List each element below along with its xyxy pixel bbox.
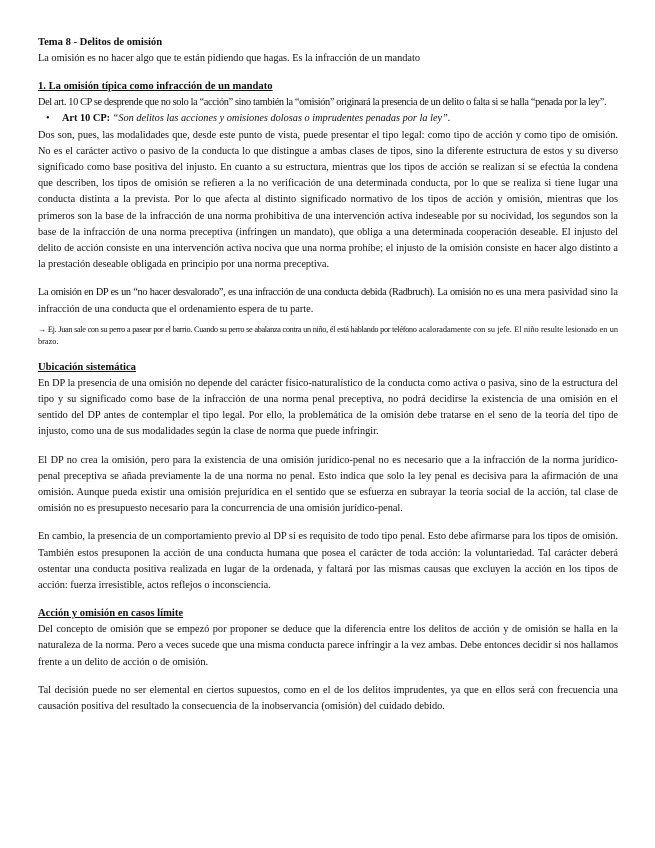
paragraph-modalidades: Dos son, pues, las modalidades que, desde este punto de vista, puede presentar el tipo legal: como tipo de acción y como tipo de omisión. No es el carácter activo o pasivo de la conducta lo que distingue a ambas clases de tipos, sino la diferente estructura de estos y su diverso significado como base positiva del injusto. En cuanto a su estructura, mientras que los tipos de acción se realizan si se efectúa la condena que describen, los tipos de omisión se refieren a la no verificación de una determinada conducta, por lo que se realiza si tiene lugar una conducta distinta a la prevista. Por lo que afecta al distinto significado normativo de los tipos de acción y omisión, mientras que los primeros son la base de la infracción de una norma prohibitiva de una intervención activa indeseable por su nocividad, los segundos son la base de la infracción de una norma preceptiva (infringen un mandato), que obliga a una determinada cooperación deseable. El injusto del delito de acción consiste en una intervención activa nociva que una norma prohíbe; el injusto de la omisión consiste en hacer algo distinto a la prestación deseable obligada en principio por una norma preceptiva.	[38, 129, 618, 271]
example-part-1: → Ej. Juan sale con su perro a pasear por el barrio. Cuando su perro se abalanza contra un niño, él está hablando por teléfono	[38, 324, 417, 334]
example-part-2: acaloradamente con su jefe. El niño resulte lesionado en un brazo.	[38, 324, 619, 346]
paragraph-casos-limite-1: Del concepto de omisión que se empezó por proponer se deduce que la diferencia entre los delitos de acción y de omisión se halla en la naturaleza de la norma. Pero a veces sucede que una misma conducta parece infringir a la vez ambas. Debe entonces decidir si nos hallamos frente a un delito de acción o de omisión.	[38, 624, 618, 668]
section-heading-ubicacion: Ubicación sistemática	[38, 361, 136, 373]
paragraph-ubicacion-3: En cambio, la presencia de un comportamiento previo al DP sí es requisito de todo tipo penal. Esto debe afirmarse para los tipos de omisión. También estos presuponen la acción de una conducta humana que posea el carácter de toda acción: la voluntariedad. Tal carácter deberá ostentar una conducta positiva realizada en lugar de la ordenada, y faltará por las mismas causas que excluyen la acción en los tipos de acción: fuerza irresistible, actos reflejos o inconsciencia.	[38, 531, 618, 592]
bullet-art10	[38, 111, 618, 127]
section-heading-omision-tipica: 1. La omisión típica como infracción de un mandato	[38, 81, 273, 93]
document-title: Tema 8 - Delitos de omisión	[38, 37, 163, 48]
document-body	[38, 35, 618, 715]
section-heading-casos-limite: Acción y omisión en casos límite	[38, 608, 184, 620]
radbruch-line-1: La omisión en DP es un “no hacer desvalorado”, es una infracción de una conducta debida (Radbruch). La omisión no es	[38, 287, 504, 299]
bullet-label: Art 10 CP:	[62, 113, 111, 125]
paragraph-art10: Del art. 10 CP se desprende que no solo la “acción” sino también la “omisión” originará la presencia de un delito o falta si se halla “penada por la ley”.	[38, 97, 607, 109]
bullet-dot: •	[46, 113, 50, 125]
paragraph-ubicacion-1: En DP la presencia de una omisión no depende del carácter físico-naturalístico de la conducta como activa o pasiva, sino de la estructura del tipo y su significado como base de la infracción de una norma penal preceptiva, no podrá decidirse la existencia de una omisión en el sentido del DP antes de contemplar el tipo legal. Por ello, la problemática de la omisión debe tratarse en el seno de la teoría del tipo de injusto, como una de sus modalidades según la clase de norma que puede infringir.	[38, 377, 618, 438]
paragraph-radbruch	[38, 285, 618, 317]
paragraph-ubicacion-2: El DP no crea la omisión, pero para la existencia de una omisión jurídico-penal no es necesario que a la infracción de la norma jurídico-penal preceptiva se añada previamente la de una norma no penal. Esto indica que solo la ley penal es decisiva para la afirmación de una omisión. Aunque pueda existir una omisión prejurídica en el sentido que se esfuerza en subrayar la teoría social de la acción, tal clase de omisión no es presupuesto necesario para la concurrencia de una omisión jurídico-penal.	[38, 454, 618, 515]
paragraph-casos-limite-2: Tal decisión puede no ser elemental en ciertos supuestos, como en el de los delitos imprudentes, ya que en ellos será con frecuencia una causación positiva del resultado la consecuencia de la inobservancia (omisión) del cuidado debido.	[38, 684, 618, 713]
intro-paragraph: La omisión es no hacer algo que te están pidiendo que hagas. Es la infracción de un mandato	[38, 53, 421, 64]
example-paragraph	[38, 324, 618, 348]
radbruch-line-2: una mera pasividad sino la infracción de una conducta que el ordenamiento espera de tu parte.	[38, 287, 618, 315]
bullet-quote: “Son delitos las acciones y omisiones dolosas o imprudentes penadas por la ley”.	[112, 113, 451, 125]
